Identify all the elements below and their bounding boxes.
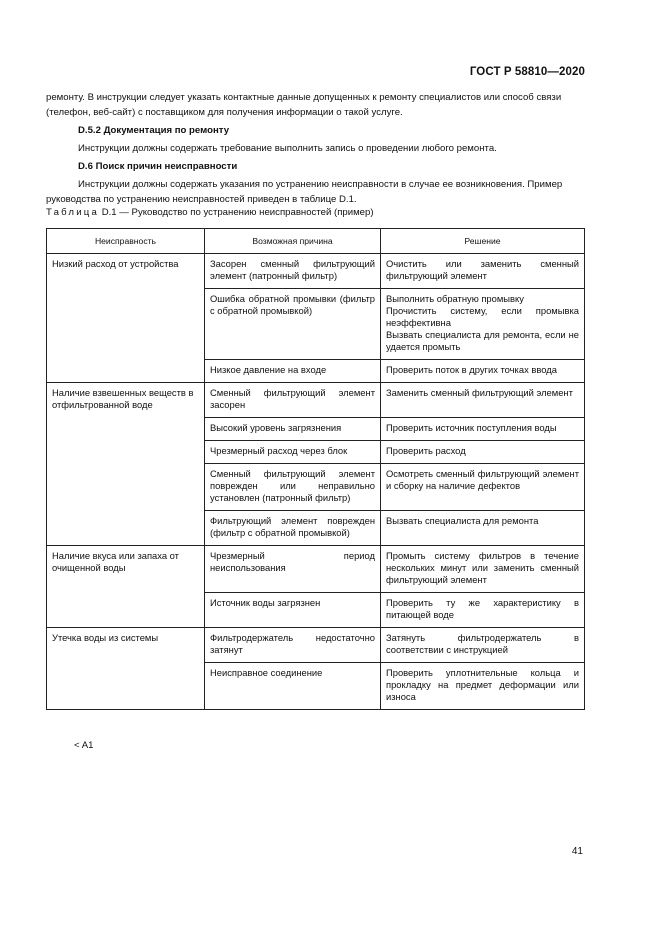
body-text xyxy=(46,90,584,210)
cause-cell: Высокий уровень загрязнения xyxy=(205,418,381,441)
fault-cell: Утечка воды из системы xyxy=(47,628,205,710)
table-caption-word: Таблица xyxy=(46,207,100,218)
cause-cell: Фильтродержатель недостаточно затянут xyxy=(205,628,381,663)
section-heading-d6: D.6 Поиск причин неисправности xyxy=(78,161,238,172)
section-heading-d52: D.5.2 Документация по ремонту xyxy=(78,125,230,136)
solution-cell: Проверить источник поступления воды xyxy=(381,418,585,441)
cause-cell: Сменный фильтрующий элемент поврежден или неправильно установлен (патронный фильтр) xyxy=(205,464,381,511)
cause-cell: Ошибка обратной промывки (фильтр с обратной промывкой) xyxy=(205,289,381,360)
solution-cell: Заменить сменный фильтрующий элемент xyxy=(381,383,585,418)
cause-cell: Чрезмерный расход через блок xyxy=(205,441,381,464)
cause-cell: Низкое давление на входе xyxy=(205,360,381,383)
solution-cell: Проверить поток в других точках ввода xyxy=(381,360,585,383)
solution-cell: Вызвать специалиста для ремонта xyxy=(381,511,585,546)
solution-cell: Промыть систему фильтров в течение нескольких минут или заменить сменный фильтрующий элемент xyxy=(381,546,585,593)
solution-cell: Затянуть фильтродержатель в соответствии с инструкцией xyxy=(381,628,585,663)
document-header-id: ГОСТ Р 58810—2020 xyxy=(469,66,585,78)
solution-cell: Проверить уплотнительные кольца и прокладку на предмет деформации или износа xyxy=(381,663,585,710)
fault-cell: Наличие взвешенных веществ в отфильтрованной воде xyxy=(47,383,205,546)
cause-cell: Засорен сменный фильтрующий элемент (патронный фильтр) xyxy=(205,254,381,289)
paragraph-repair-docs: Инструкции должны содержать требование выполнить запись о проведении любого ремонта. xyxy=(78,143,497,154)
cause-cell: Чрезмерный период неиспользования xyxy=(205,546,381,593)
solution-cell: Проверить расход xyxy=(381,441,585,464)
table-row xyxy=(47,254,585,289)
table-row xyxy=(47,383,585,418)
table-row xyxy=(47,628,585,663)
fault-cell: Наличие вкуса или запаха от очищенной воды xyxy=(47,546,205,628)
solution-cell: Проверить ту же характеристику в питающей воде xyxy=(381,593,585,628)
paragraph-continuation: ремонту. В инструкции следует указать контактные данные допущенных к ремонту специалистов или способ связи (телефон, веб-сайт) с поставщиком для получения информации о такой услуге. xyxy=(46,92,562,118)
column-header-fault: Неисправность xyxy=(47,229,205,254)
table-header-row xyxy=(47,229,585,254)
table-row xyxy=(47,546,585,593)
column-header-cause: Возможная причина xyxy=(205,229,381,254)
page-number: 41 xyxy=(571,846,583,857)
table-caption-text: D.1 — Руководство по устранению неисправностей (пример) xyxy=(101,207,374,218)
solution-cell: Очистить или заменить сменный фильтрующий элемент xyxy=(381,254,585,289)
cause-cell: Источник воды загрязнен xyxy=(205,593,381,628)
troubleshooting-table xyxy=(46,228,585,710)
cause-cell: Фильтрующий элемент поврежден (фильтр с обратной промывкой) xyxy=(205,511,381,546)
solution-cell: Осмотреть сменный фильтрующий элемент и сборку на наличие дефектов xyxy=(381,464,585,511)
fault-cell: Низкий расход от устройства xyxy=(47,254,205,383)
cause-cell: Неисправное соединение xyxy=(205,663,381,710)
paragraph-troubleshooting: Инструкции должны содержать указания по устранению неисправности в случае ее возникновения. Пример руководства по устранению неисправностей приведен в таблице D.1. xyxy=(46,179,563,205)
cause-cell: Сменный фильтрующий элемент засорен xyxy=(205,383,381,418)
table-caption xyxy=(46,207,374,218)
column-header-solution: Решение xyxy=(381,229,585,254)
amendment-note: < A1 xyxy=(74,740,94,751)
solution-cell: Выполнить обратную промывку Прочистить систему, если промывка неэффективна Вызвать специалиста для ремонта, если не удается промыть xyxy=(381,289,585,360)
